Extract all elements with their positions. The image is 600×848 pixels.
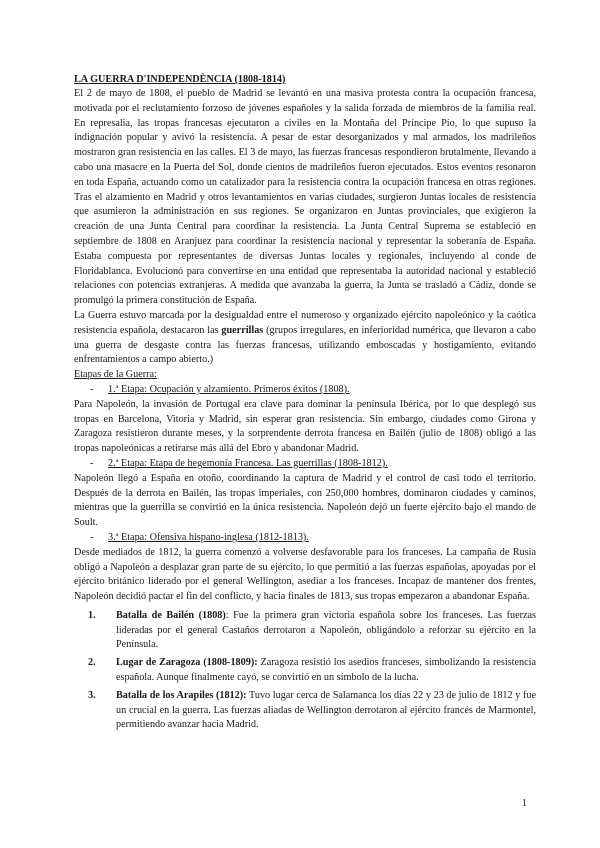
stage-dash: - xyxy=(90,457,94,469)
guerrillas-term: guerrillas xyxy=(221,324,264,336)
list-item xyxy=(74,656,536,686)
list-item-text xyxy=(116,609,536,653)
stage-heading-3 xyxy=(74,531,536,546)
page-number: 1 xyxy=(521,798,527,809)
battle-description: : Fue la primera gran victoria española sobre los franceses. Las fuerzas lideradas por el general Castaños derrotaron a Napoleón, obligándolo a reforzar su ejército en la Península. xyxy=(116,609,537,651)
list-item-number: 3. xyxy=(88,689,96,701)
guerrillas-text-before: La Guerra estuvo marcada por la desigualdad entre el numeroso y organizado ejército napoleónico y la caótica resistencia española, destacaron las xyxy=(74,309,536,336)
battle-name: Batalla de los Arapiles (1812): xyxy=(116,689,247,701)
list-item-number: 1. xyxy=(88,609,96,621)
battle-description: Zaragoza resistió los asedios franceses, simbolizando la resistencia española. Aunque finalmente cayó, se convirtió en un símbolo de la lucha. xyxy=(116,657,536,684)
intro-paragraph: El 2 de mayo de 1808, el pueblo de Madrid se levantó en una masiva protesta contra la ocupación francesa, motivada por el reclutamiento forzoso de jóvenes españoles y la salida forzada de miembros de la familia real. En represalia, las tropas francesas ejecutaron a civiles en la Montaña del Príncipe Pío, lo que supuso la indignación popular y avivó la resistencia. A pesar de estar desorganizados y mal armados, los madrileños mostraron gran resistencia en las calles. El 3 de mayo, las fuerzas francesas respondieron brutalmente, llevando a cabo una masacre en la Puerta del Sol, donde cientos de madrileños fueron ejecutados. Estos eventos resonaron en toda España, actuando como un catalizador para la resistencia contra la ocupación francesa en otras regiones. Tras el alzamiento en Madrid y otros levantamientos en varias ciudades, surgieron Juntas locales de resistencia que asumieron la administración en sus regiones. Se organizaron en Juntas provinciales, que exigieron la creación de una Junta Central para coordinar la resistencia. La Junta Central Suprema se estableció en septiembre de 1808 en Aranjuez para coordinar la resistencia nacional y representar la soberanía de España. Estaba compuesta por representantes de diversas Juntas locales y regionales, incluyendo al conde de Floridablanca. Evolucionó para convertirse en una entidad que representaba la autoridad nacional y estableció relaciones con potencias extranjeras. A medida que avanzaba la guerra, la Junta se trasladó a Cádiz, donde se promulgó la primera constitución de España. xyxy=(74,88,536,307)
battle-name: Batalla de Bailén (1808) xyxy=(116,609,226,621)
stage-dash: - xyxy=(90,531,94,543)
stage-heading-2 xyxy=(74,457,536,472)
stage-title: 1.ª Etapa: Ocupación y alzamiento. Primeros éxitos (1808). xyxy=(108,383,350,395)
document-page xyxy=(74,73,536,736)
stage-text-1: Para Napoleón, la invasión de Portugal era clave para dominar la península Ibérica, por lo que desplegó sus tropas en Barcelona, Vitoria y Madrid, sin esperar gran resistencia. Sin embargo, ciudades como Girona y Zaragoza resistieron durante meses, y la sorprendente derrota francesa en Bailén (julio de 1808) obligó a las tropas napoleónicas a retirarse más allá del Ebro y abandonar Madrid. xyxy=(74,398,536,455)
stage-title: 2.ª Etapa: Etapa de hegemonía Francesa. Las guerrillas (1808-1812). xyxy=(108,457,388,469)
list-item xyxy=(74,689,536,733)
stage-title: 3.ª Etapa: Ofensiva hispano-inglesa (1812-1813). xyxy=(108,531,309,543)
battles-list xyxy=(74,609,536,733)
stage-heading-1 xyxy=(74,383,536,398)
list-item xyxy=(74,609,536,653)
list-item-number: 2. xyxy=(88,657,96,669)
stages-heading: Etapas de la Guerra: xyxy=(74,369,157,381)
stage-text-2: Napoleón llegó a España en otoño, coordinando la captura de Madrid y el control de casi todo el territorio. Después de la derrota en Bailén, las tropas imperiales, con 250,000 hombres, dominaron ciudades y caminos, mientras que la guerrilla se convirtió en la única resistencia. Napoleón dejó un fuerte ejército bajo el mando de Soult. xyxy=(74,472,536,529)
list-item-text xyxy=(116,656,536,686)
list-item-text xyxy=(116,689,536,733)
guerrillas-text-after: (grupos irregulares, en inferioridad numérica, que llevaron a cabo una guerra de desgaste contra las fuerzas francesas, utilizando emboscadas y hostigamiento, evitando enfrentamientos a campo abierto.) xyxy=(74,324,536,366)
battle-name: Lugar de Zaragoza (1808-1809): xyxy=(116,657,258,669)
stage-text-3: Desde mediados de 1812, la guerra comenzó a volverse desfavorable para los franceses. La campaña de Rusia obligó a Napoleón a desplazar gran parte de su ejército, lo que permitió a las fuerzas españolas, apoyadas por el ejército británico liderado por el general Wellington, asediar a los franceses. Incapaz de mantener dos frentes, Napoleón decidió pactar el fin del conflicto, y hacia finales de 1813, sus tropas empezaron a abandonar España. xyxy=(74,546,536,603)
document-title: LA GUERRA D'INDEPENDÈNCIA (1808-1814) xyxy=(74,74,286,85)
battle-description: Tuvo lugar cerca de Salamanca los días 22 y 23 de julio de 1812 y fue un crucial en la guerra. Las fuerzas aliadas de Wellington derrotaron al ejército francés de Marmontel, permitiendo avanzar hacia Madrid. xyxy=(116,689,536,731)
guerrillas-paragraph xyxy=(74,309,536,368)
stage-dash: - xyxy=(90,383,94,395)
